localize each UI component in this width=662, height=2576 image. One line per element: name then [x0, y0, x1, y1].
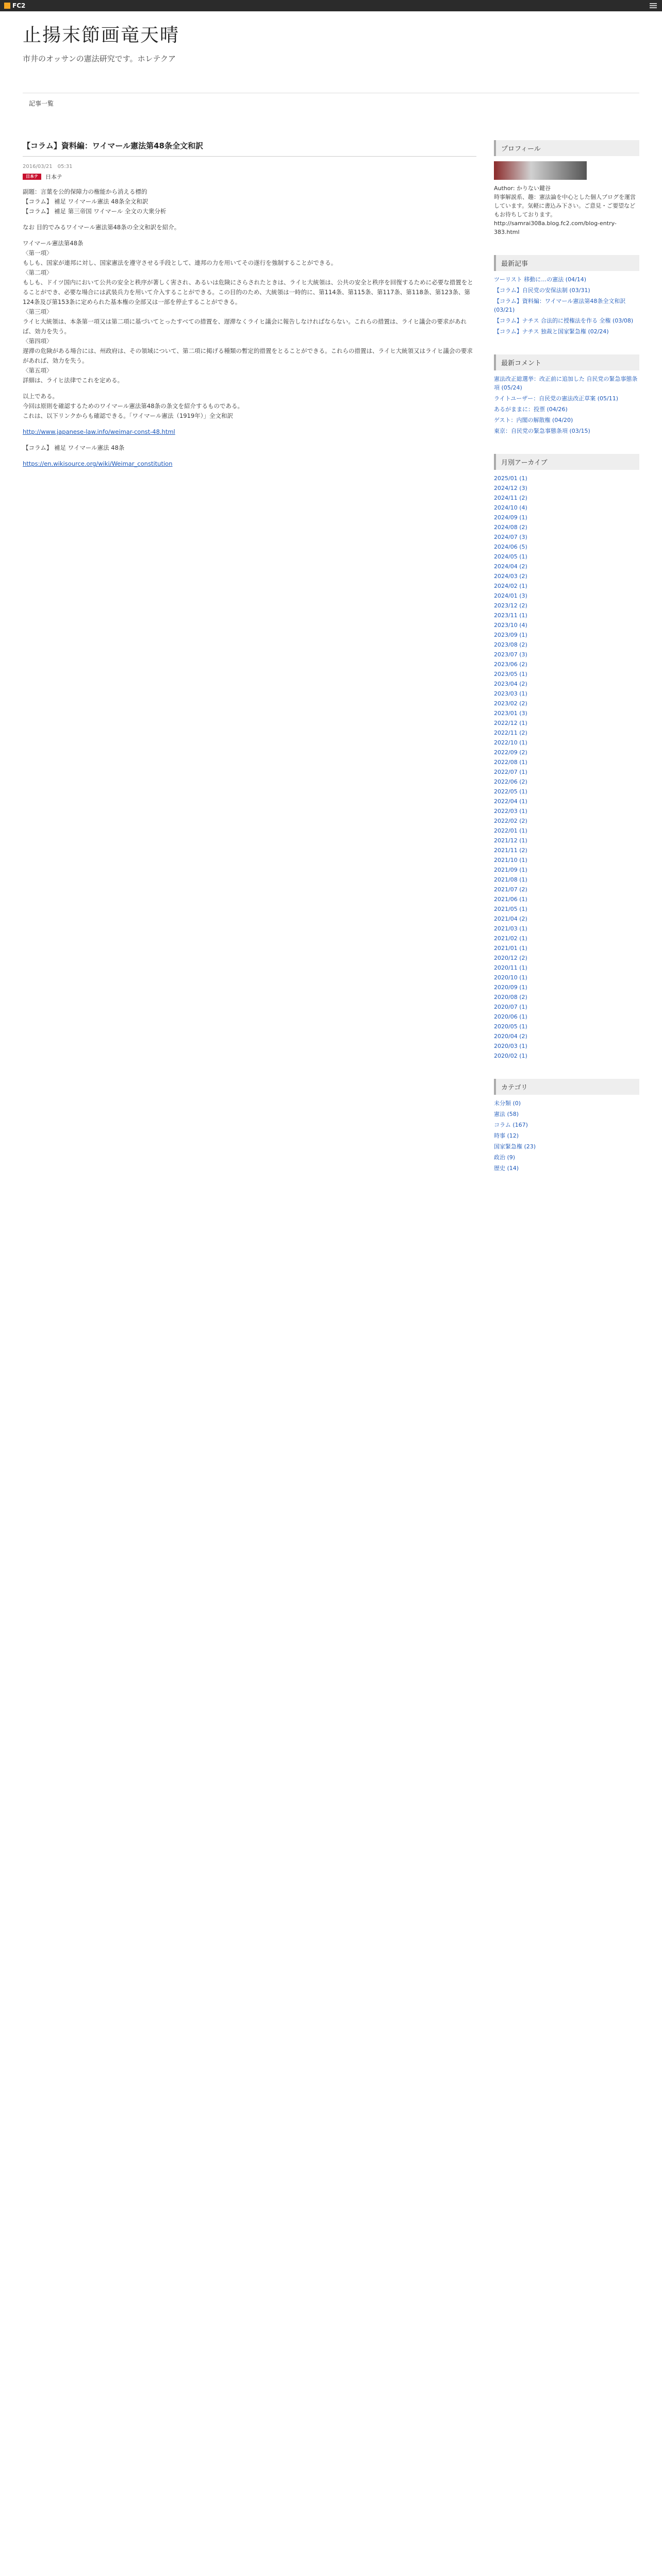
archive-item[interactable]: 2022/04 (1) [494, 798, 527, 805]
archive-item[interactable]: 2023/11 (1) [494, 612, 527, 619]
post-paragraph-2: なお 目的でみるワイマール憲法第48条の全文和訳を紹介。 [23, 224, 180, 231]
archive-item[interactable]: 2023/05 (1) [494, 671, 527, 677]
categories-title: カテゴリ [494, 1079, 639, 1095]
nav [29, 99, 54, 108]
recent-comments-widget [494, 354, 639, 435]
fc2-logo-icon [4, 3, 10, 9]
archive-item[interactable]: 2021/04 (2) [494, 916, 527, 922]
recent-comments-list [494, 375, 639, 435]
archive-item[interactable]: 2020/08 (2) [494, 994, 527, 1001]
archive-item[interactable]: 2021/05 (1) [494, 906, 527, 912]
category-item[interactable]: 政治 (9) [494, 1154, 516, 1161]
archive-item[interactable]: 2021/06 (1) [494, 896, 527, 903]
source-text: 日本テ [45, 174, 62, 180]
article-list-link[interactable]: 記事一覧 [29, 100, 54, 107]
categories-widget [494, 1079, 639, 1173]
category-item[interactable]: 未分類 (0) [494, 1100, 521, 1107]
archive-item[interactable]: 2023/02 (2) [494, 700, 527, 707]
category-item[interactable]: 憲法 (58) [494, 1111, 519, 1117]
archive-item[interactable]: 2021/02 (1) [494, 935, 527, 942]
archive-item[interactable]: 2020/11 (1) [494, 964, 527, 971]
main-content [23, 140, 476, 469]
archive-item[interactable]: 2021/11 (2) [494, 847, 527, 854]
archive-item[interactable]: 2023/08 (2) [494, 641, 527, 648]
archive-title: 月別アーカイブ [494, 454, 639, 470]
archive-item[interactable]: 2023/07 (3) [494, 651, 527, 658]
archive-item[interactable]: 2023/04 (2) [494, 681, 527, 687]
archive-item[interactable]: 2023/09 (1) [494, 632, 527, 638]
archive-item[interactable]: 2022/10 (1) [494, 739, 527, 746]
menu-icon[interactable] [650, 2, 657, 9]
archive-item[interactable]: 2024/07 (3) [494, 534, 527, 540]
recent-posts-widget [494, 255, 639, 336]
archive-item[interactable]: 2024/06 (5) [494, 544, 527, 550]
category-item[interactable]: 時事 (12) [494, 1132, 519, 1139]
recent-comment-item[interactable]: ゲスト：内閣の解散権 (04/20) [494, 417, 573, 423]
site-title[interactable]: 止揚末節画竜天晴 [23, 25, 180, 46]
archive-item[interactable]: 2022/03 (1) [494, 808, 527, 815]
recent-post-item[interactable]: 【コラム】資料編：ワイマール憲法第48条全文和訳 (03/21) [494, 298, 626, 313]
profile-widget [494, 140, 639, 236]
category-item[interactable]: 歴史 (14) [494, 1165, 519, 1172]
archive-item[interactable]: 2023/10 (4) [494, 622, 527, 629]
archive-item[interactable]: 2025/01 (1) [494, 475, 527, 482]
archive-item[interactable]: 2023/01 (3) [494, 710, 527, 717]
recent-comment-item[interactable]: 東京：自民党の緊急事態条項 (03/15) [494, 428, 590, 434]
archive-item[interactable]: 2021/08 (1) [494, 876, 527, 883]
archive-item[interactable]: 2022/12 (1) [494, 720, 527, 726]
archive-item[interactable]: 2020/06 (1) [494, 1013, 527, 1020]
site-description: 市井のオッサンの憲法研究です。ホレテクア [23, 54, 176, 63]
profile-image [494, 161, 587, 180]
sidebar [494, 140, 639, 1191]
recent-post-item[interactable]: 【コラム】ナチス 独裁と国家緊急権 (02/24) [494, 328, 609, 335]
archive-item[interactable]: 2020/07 (1) [494, 1004, 527, 1010]
archive-item[interactable]: 2022/05 (1) [494, 788, 527, 795]
post-paragraph-1: 副題：言葉を公的保障力の権能から消える標的 【コラム】 補足 ワイマール憲法 48条全文和訳 【コラム】 補足 第三帝国 ワイマール 全文の大衆分析 [23, 188, 167, 215]
post-date: 2016/03/21 05:31 [23, 164, 73, 170]
recent-post-item[interactable]: 【コラム】ナチス 合法的に授権法を作る 全権 (03/08) [494, 317, 634, 324]
recent-comment-item[interactable]: 憲法改正総選挙：改正前に追加した 自民党の緊急事態条項 (05/24) [494, 376, 638, 391]
archive-item[interactable]: 2020/03 (1) [494, 1043, 527, 1049]
archive-item[interactable]: 2024/04 (2) [494, 563, 527, 570]
archive-item[interactable]: 2022/09 (2) [494, 749, 527, 756]
fc2-logo[interactable] [4, 2, 25, 9]
archive-item[interactable]: 2020/05 (1) [494, 1023, 527, 1030]
profile-title: プロフィール [494, 140, 639, 156]
recent-posts-list [494, 275, 639, 336]
archive-item[interactable]: 2020/04 (2) [494, 1033, 527, 1040]
recent-posts-title: 最新記事 [494, 255, 639, 271]
archive-item[interactable]: 2021/07 (2) [494, 886, 527, 893]
archive-list [494, 474, 639, 1060]
archive-item[interactable]: 2022/07 (1) [494, 769, 527, 775]
archive-item[interactable]: 2020/12 (2) [494, 955, 527, 961]
archive-item[interactable]: 2021/01 (1) [494, 945, 527, 952]
archive-item[interactable]: 2023/06 (2) [494, 661, 527, 668]
archive-widget [494, 454, 639, 1060]
archive-item[interactable]: 2020/10 (1) [494, 974, 527, 981]
recent-comments-title: 最新コメント [494, 354, 639, 370]
archive-item[interactable]: 2024/05 (1) [494, 553, 527, 560]
archive-item[interactable]: 2021/12 (1) [494, 837, 527, 844]
post-paragraph-5: 【コラム】 補足 ワイマール憲法 48条 [23, 444, 125, 451]
archive-item[interactable]: 2024/10 (4) [494, 504, 527, 511]
fc2-logo-text: FC2 [12, 2, 26, 9]
source-row [23, 173, 476, 181]
archive-item[interactable]: 2021/09 (1) [494, 867, 527, 873]
post-paragraph-4: 以上である。 今回は原則を確認するためのワイマール憲法第48条の条文を紹介するものである。 これは、以下リンクからも確認できる。「ワイマール憲法（1919年）」全文和訳 [23, 393, 244, 419]
archive-item[interactable]: 2024/11 (2) [494, 495, 527, 501]
archive-item[interactable]: 2024/02 (1) [494, 583, 527, 589]
reference-link-1[interactable]: http://www.japanese-law.info/weimar-const-48.html [23, 428, 175, 435]
category-item[interactable]: 国家緊急権 (23) [494, 1143, 536, 1150]
archive-item[interactable]: 2024/03 (2) [494, 573, 527, 580]
reference-link-2[interactable]: https://en.wikisource.org/wiki/Weimar_constitution [23, 460, 173, 467]
post-title[interactable]: 【コラム】資料編：ワイマール憲法第48条全文和訳 [23, 140, 476, 157]
recent-post-item[interactable]: ツーリスト 移動に…の憲法 (04/14) [494, 276, 587, 283]
profile-text: Author: かりない鍵谷 時事解説系、趣：憲法論を中心とした個人ブログを運営しています。気軽に書込み下さい。ご意見・ご要望などもお待ちしております。 http://samrai308a.blog.fc2.com/blog-entry-383.html [494, 185, 636, 235]
archive-item[interactable]: 2024/09 (1) [494, 514, 527, 521]
category-item[interactable]: コラム (167) [494, 1122, 528, 1128]
archive-item[interactable]: 2022/08 (1) [494, 759, 527, 766]
source-logo: 日本テ [23, 174, 41, 180]
archive-item[interactable]: 2022/01 (1) [494, 827, 527, 834]
archive-item[interactable]: 2022/06 (2) [494, 778, 527, 785]
site-header [23, 21, 639, 64]
archive-item[interactable]: 2021/10 (1) [494, 857, 527, 863]
archive-item[interactable]: 2022/11 (2) [494, 730, 527, 736]
archive-item[interactable]: 2023/03 (1) [494, 690, 527, 697]
archive-item[interactable]: 2020/02 (1) [494, 1053, 527, 1059]
archive-item[interactable]: 2020/09 (1) [494, 984, 527, 991]
recent-comment-item[interactable]: ライトユーザー：自民党の憲法改正草案 (05/11) [494, 395, 619, 402]
archive-item[interactable]: 2024/08 (2) [494, 524, 527, 531]
archive-item[interactable]: 2024/01 (3) [494, 592, 527, 599]
recent-post-item[interactable]: 【コラム】自民党の安保法制 (03/31) [494, 287, 590, 294]
archive-item[interactable]: 2024/12 (3) [494, 485, 527, 492]
archive-item[interactable]: 2023/12 (2) [494, 602, 527, 609]
archive-item[interactable]: 2021/03 (1) [494, 925, 527, 932]
archive-item[interactable]: 2022/02 (2) [494, 818, 527, 824]
post-paragraph-3: ワイマール憲法第48条 〈第一項〉 もしも、国家が連邦に対し、国家憲法を遵守させる手段として、連邦の力を用いてその遂行を強制することができる。 〈第二項〉 もしも、ドイツ国内において公共の安全と秩序が著しく害され、あるいは危険にさらされたときは、ライヒ大統領は、公共の安全と秩序を回復するために必要な措置をとることができ、必要な場合には武装兵力を用いて介入することができる。この目的のため、大統領は一時的に、第114条、第115条、第117条、第118条、第123条、第124条及び第153条に定められた基本権の全部又は一部を停止することができる。 〈第三項〉 ライヒ大統領は、本条第一項又は第二項に基づいてとったすべての措置を、遅滞なくライヒ議会に報告しなければならない。これらの措置は、ライヒ議会の要求があれば、効力を失う。 〈第四項〉 遅滞の危険がある場合には、州政府は、その領域について、第二項に掲げる種類の暫定的措置をとることができる。これらの措置は、ライヒ大統領又はライヒ議会の要求があれば、効力を失う。 〈第五項〉 詳細は、ライヒ法律でこれを定める。 [23, 240, 473, 384]
top-bar [0, 0, 662, 11]
recent-comment-item[interactable]: あるがままに：投票 (04/26) [494, 406, 568, 413]
categories-list [494, 1099, 639, 1173]
